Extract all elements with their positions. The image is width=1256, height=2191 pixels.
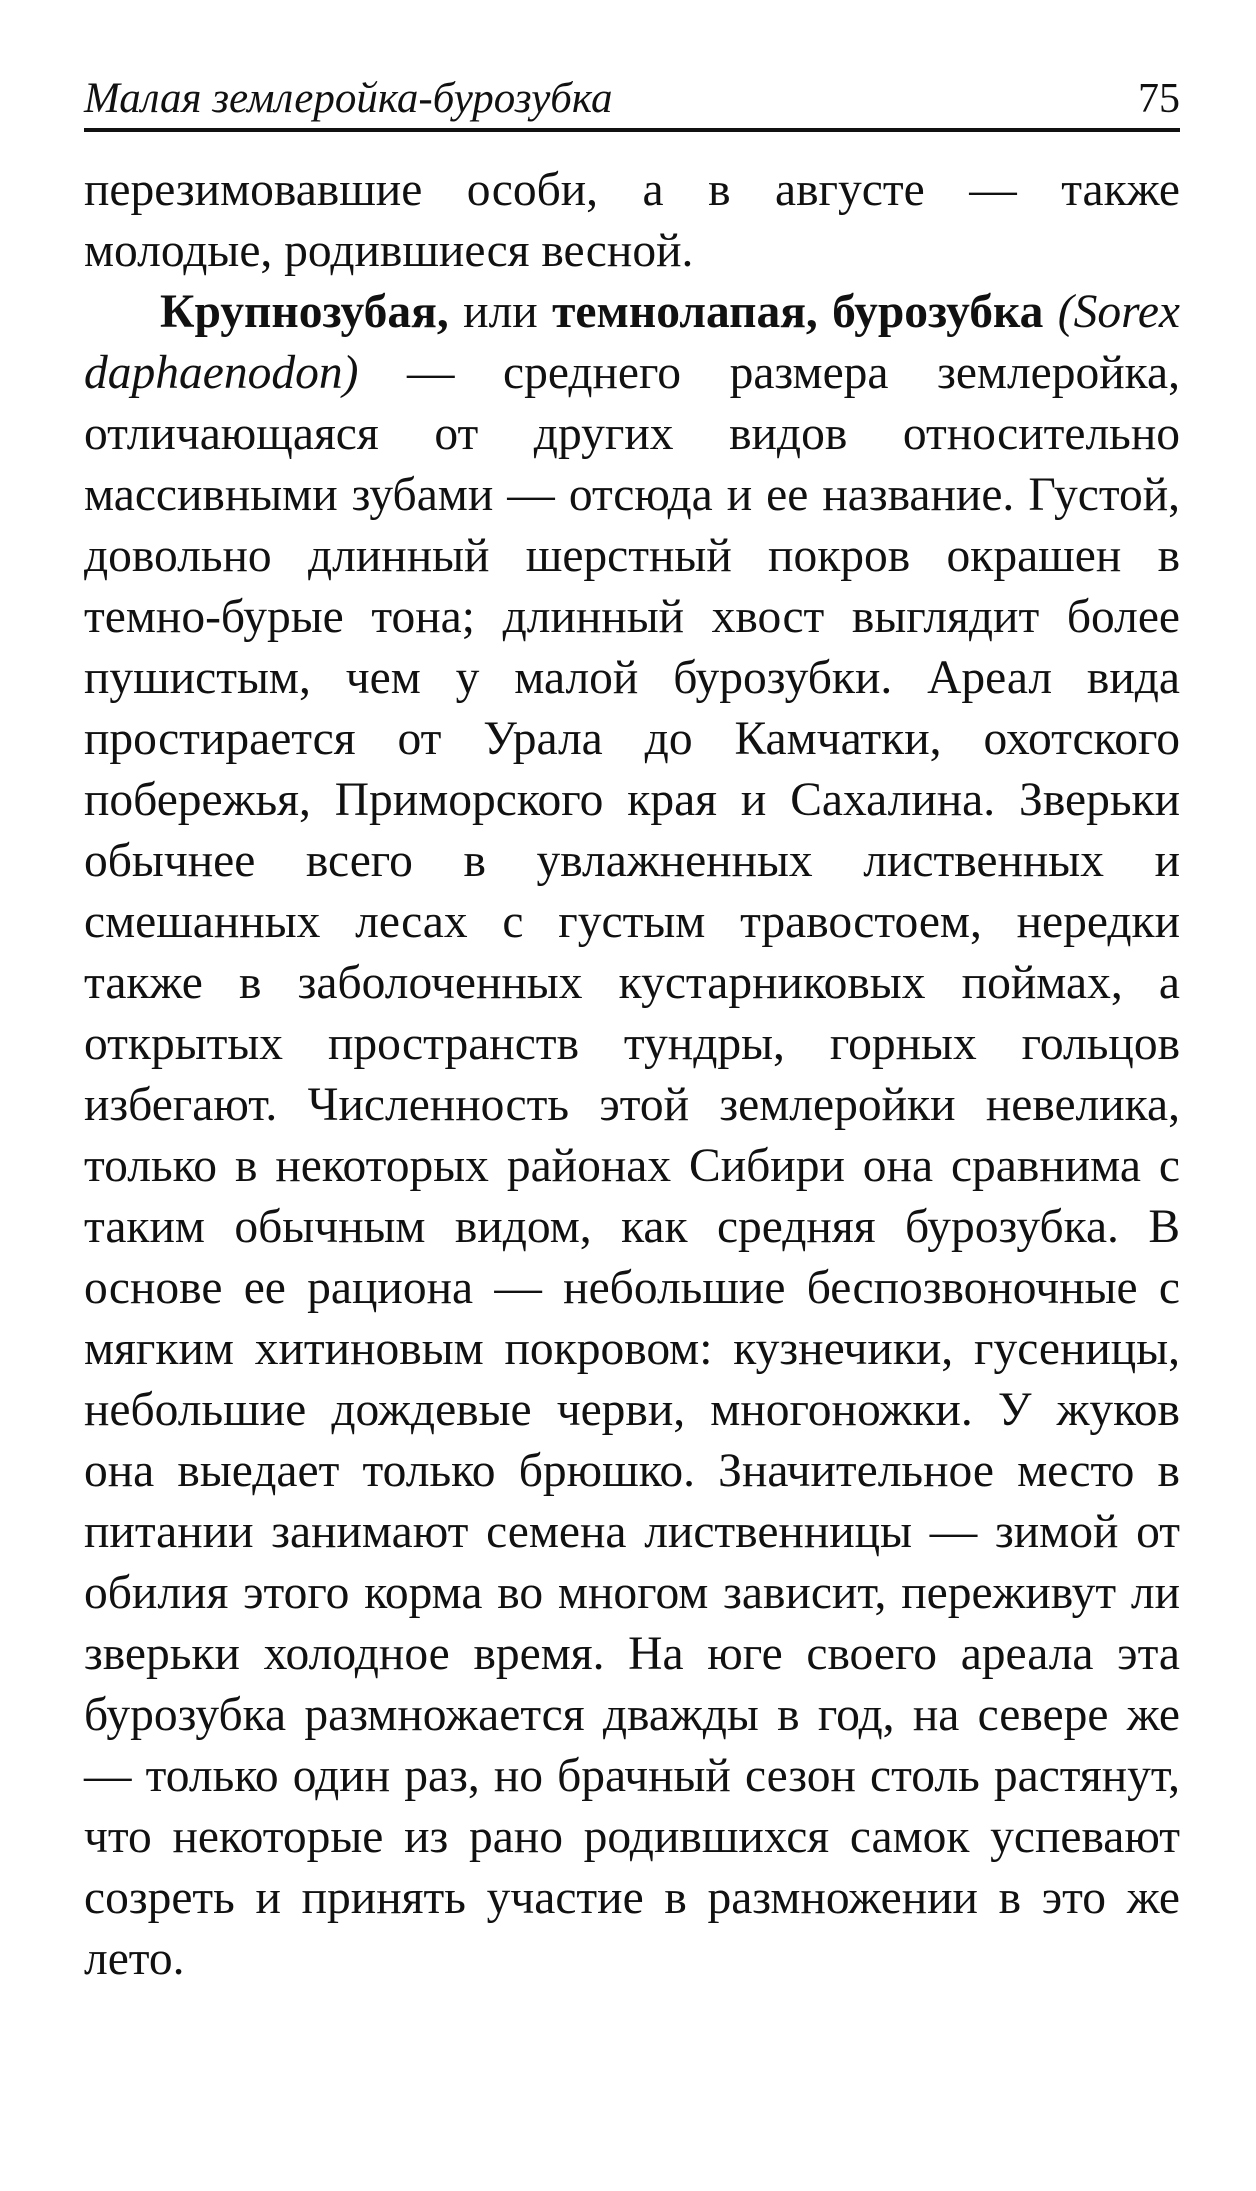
paragraph-continuation xyxy=(84,160,1180,282)
paragraph-text: перезимовавшие особи, а в августе — также молодые, родившиеся весной. xyxy=(84,164,1180,277)
species-name-conjunction: или xyxy=(448,286,553,338)
paragraph-text: — среднего размера землеройка, отличающаяся от других видов относительно массивными зубами — отсюда и ее название. Густой, довольно длинный шерстный покров окрашен в темно-бурые тона; длинный хвост выглядит более пушистым, чем у малой бурозубки. Ареал вида простирается от Урала до Камчатки, охотского побережья, Приморского края и Сахалина. Зверьки обычнее всего в увлажненных лиственных и смешанных лесах с густым травостоем, нередки также в заболоченных кустарниковых поймах, а открытых пространств тундры, горных гольцов избегают. Численность этой землеройки невелика, только в некоторых районах Сибири она сравнима с таким обычным видом, как средняя бурозубка. В основе ее рациона — небольшие беспозвоночные с мягким хитиновым покровом: кузнечики, гусеницы, небольшие дождевые черви, многоножки. У жуков она выедает только брюшко. Значительное место в питании занимают семена лиственницы — зимой от обилия этого корма во многом зависит, переживут ли зверьки холодное время. На юге своего ареала эта бурозубка размножается дважды в год, на севере же — только один раз, но брачный сезон столь растянут, что некоторые из рано родившихся самок успевают созреть и принять участие в размножении в это же лето. xyxy=(84,347,1180,1985)
running-title: Малая землеройка-бурозубка xyxy=(84,75,613,122)
species-latin-name: (Sorex daphaenodon) xyxy=(84,286,1181,399)
running-header xyxy=(84,60,1180,132)
species-name-primary: Крупнозубая, xyxy=(160,286,449,338)
body-text xyxy=(84,160,1180,1990)
paragraph-species-description xyxy=(84,282,1180,1990)
book-page xyxy=(84,60,1180,1990)
species-name-alternate: темнолапая, бурозубка xyxy=(552,286,1044,338)
page-number: 75 xyxy=(1138,76,1180,122)
